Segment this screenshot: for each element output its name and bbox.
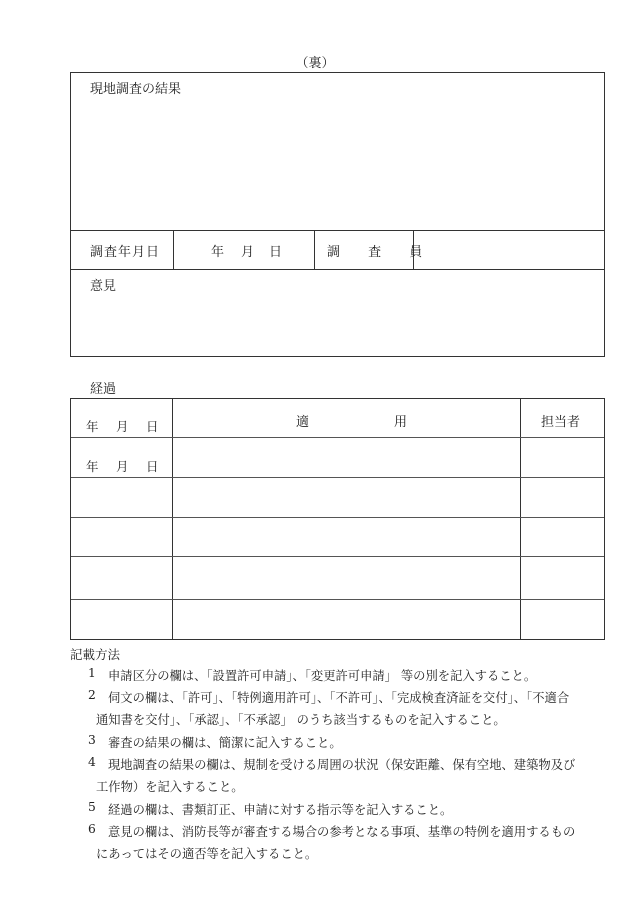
table-row-divider [71,556,604,557]
progress-table [70,398,605,640]
note-3-number: 3 [88,733,96,747]
note-2-number: 2 [88,688,96,702]
table-divider [71,230,604,231]
survey-table [70,72,605,357]
summary-header-char1: 適 [296,415,310,430]
survey-date-year: 年 [211,245,225,260]
summary-header-char2: 用 [394,415,408,430]
table-row-divider [71,517,604,518]
table-row-divider [71,599,604,600]
row2-day: 日 [146,459,159,474]
row1-year: 年 [86,419,99,434]
survey-date-month: 月 [241,245,255,260]
notes-heading: 記載方法 [70,647,121,662]
note-4-text-continued: 工作物）を記入すること。 [96,780,244,794]
table-divider [173,230,174,269]
note-1-number: 1 [88,666,96,680]
charge-header: 担当者 [541,415,581,430]
summary-header [296,411,407,430]
row1-day: 日 [146,419,159,434]
note-2-text: 伺文の欄は、「許可」、「特例適用許可」、「不許可」、「完成検査済証を交付」、「不適合 [108,691,570,705]
survey-result-label: 現地調査の結果 [90,82,182,97]
page-heading: （裏） [295,56,335,71]
table-divider [520,399,521,639]
row1-month: 月 [116,419,129,434]
note-6-text: 意見の欄は、消防長等が審査する場合の参考となる事項、基準の特例を適用するもの [108,825,576,839]
opinion-label: 意見 [90,279,117,294]
inspector-label: 調 査 員 [327,245,435,260]
note-6-number: 6 [88,822,96,836]
note-4-text: 現地調査の結果の欄は、規制を受ける周囲の状況（保安距離、保有空地、建築物及び [108,758,576,772]
table-divider [71,269,604,270]
table-divider [172,399,173,639]
row2-month: 月 [116,459,129,474]
note-3-text: 審査の結果の欄は、簡潔に記入すること。 [108,736,342,750]
note-5-number: 5 [88,800,96,814]
note-4-number: 4 [88,755,96,769]
note-5-text: 経過の欄は、書類訂正、申請に対する指示等を記入すること。 [108,803,453,817]
table-row-divider [71,477,604,478]
row2-year: 年 [86,459,99,474]
note-2-text-continued: 通知書を交付」、「承認」、「不承認」 のうち該当するものを記入すること。 [96,713,506,727]
table-divider [314,230,315,269]
survey-date-day: 日 [269,245,283,260]
table-row-divider [71,437,604,438]
note-1-text: 申請区分の欄は、「設置許可申請」、「変更許可申請」 等の別を記入すること。 [108,669,537,683]
progress-title: 経過 [90,382,117,397]
survey-date-label: 調査年月日 [90,245,161,260]
note-6-text-continued: にあってはその適否等を記入すること。 [96,847,318,861]
